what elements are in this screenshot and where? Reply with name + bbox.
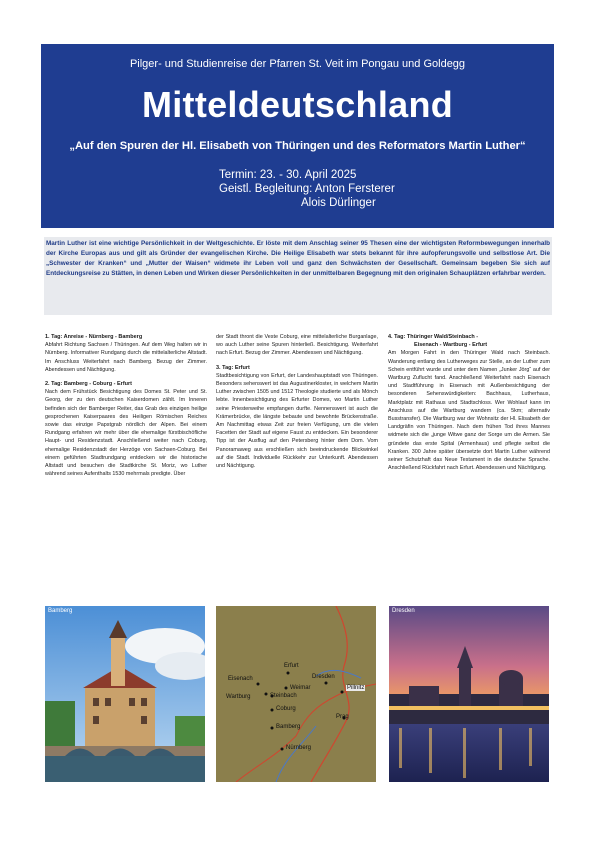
trip-subtitle: Pilger- und Studienreise der Pfarren St. Veit im Pongau und Goldegg xyxy=(129,58,466,70)
map-city-coburg: Coburg xyxy=(276,706,296,712)
intro-text: Martin Luther ist eine wichtige Persönlichkeit in der Weltgeschichte. Er löste mit dem Anschlag seiner 95 Thesen eine der wichtigsten Reformbewegungen innerhalb der Kirche Europas aus und gilt als Gründer der evangelischen Kirche. Die Heilige Elisabeth war stets bekannt für ihre aufopferungsvolle und selbstlose Art. Die „Schwester der Kranken“ und „Mutter der Waisen“ widmete ihr Leben voll und ganz den Schwächsten der Gesellschaft. Gemeinsam begeben Sie sich auf Entdeckungsreise zu Stätten, in denen Leben und Wirken dieser Persönlichkeiten in der unmittelbaren Begegnung mit den originalen Schauplätzen erfahrbar werden. xyxy=(44,237,552,315)
trip-dates xyxy=(219,168,395,210)
map-city-prag: Prag xyxy=(336,714,349,720)
day-2-text: Nach dem Frühstück Besichtigung des Domes St. Peter und St. Georg, der zu den deutschen Kaiserdomen zählt. Im Inneren befinden sich der Bamberger Reiter, das Grab des einzigen heilige gesprochenen Kaiserpaares des Heiligen Römischen Reiches sowie das einzige Papstgrab nördlich der Alpen. Bei einem Rundgang erfahren wir mehr über die ehemalige fürstbischöfliche Haupt- und Residenzstadt. Anschließend weiter nach Coburg, ehemalige Residenzstadt der Herzöge von Sachsen-Coburg. Bei einem geführten Stadtrundgang entdecken wir die historische Altstadt und besuchen die Stadtkirche St. Moriz, wo Luther während seines Aufenthalts 1530 mehrmals predigte. Über xyxy=(45,389,207,478)
map-city-erfurt: Erfurt xyxy=(284,663,299,669)
day-3-title: 3. Tag: Erfurt xyxy=(216,364,250,371)
page-title: Mitteldeutschland xyxy=(141,84,454,125)
day-4-title-line2: Eisenach - Wartburg - Erfurt xyxy=(414,342,488,349)
map-city-eisenach: Eisenach xyxy=(228,676,253,682)
trip-guide: Geistl. Begleitung: Anton Fersterer xyxy=(219,183,395,195)
day-3-text: Stadtbesichtigung von Erfurt, der Landeshauptstadt von Thüringen. Besonders sehenswert ist das Augustinerkloster, in welchem Martin Luther zwischen 1505 und 1512 Theologie studierte und als Mönch lebte. Innenbesichtigung des Erfurter Domes, wo Martin Luther seine Priesterweihe empfangen durfte. Nennenswert ist auch die Krämerbrücke, die längste bebaute und bewohnte Brückenstraße. Am Nachmittag etwas Zeit zur freien Verfügung, um die vielen Facetten der Stadt auf eigene Faust zu entdecken. Ein besonderer Tipp ist der Ausflug auf den Petersberg hinter dem Dom. Vom Panoramaweg aus erschließen sich beeindruckende Blickwinkel auf die Stadt. Individuelle Rückkehr zur Unterkunft. Abendessen und Nächtigung. xyxy=(216,372,378,470)
day-4-text: Am Morgen Fahrt in den Thüringer Wald nach Steinbach. Wanderung entlang des Lutherweges zur Stelle, an der Luther zum Schein entführt wurde und unter dem Namen „Junker Jörg“ auf der Wartburg Zuflucht fand. Anschließend Weiterfahrt nach Eisenach und Stadtführung in Eisenach mit Außenbesichtigung der besonderen Sehenswürdigkeiten: Bachhaus, Lutherhaus, Marktplatz mit Rathaus und Stadtschloss. Wer Wohlauf kann im Anschluss auf die Wartburg wandern (ca. 5km; alternativ Busstransfer). Die Wartburg war der Wohnsitz der Hl. Elisabeth der Landgräfin von Thüringen. Nach dem frühen Tod ihres Mannes widmete sich die „junge Witwe ganz der Sorge um die Armen. Sie gründete das erste Spital (Armenhaus) und pflegte selbst die Kranken. 300 Jahre später übersetzte dort Martin Luther während seiner Schutzhaft das Neue Testament in die deutsche Sprache. Anschließend Rückfahrt nach Erfurt. Abendessen und Nächtigung. xyxy=(388,350,550,472)
map-city-nuernberg: Nürnberg xyxy=(286,745,312,751)
map-city-pillnitz: Pillnitz xyxy=(347,685,365,691)
map-city-bamberg: Bamberg xyxy=(276,724,301,730)
bamberg-photo xyxy=(45,606,205,782)
bamberg-caption: Bamberg xyxy=(48,608,73,614)
route-map xyxy=(216,606,376,782)
day-1-title: 1. Tag: Anreise - Nürnberg - Bamberg xyxy=(45,334,143,340)
dresden-photo xyxy=(389,606,549,782)
header-banner xyxy=(41,44,554,228)
map-city-dresden: Dresden xyxy=(312,674,335,680)
trip-motto: „Auf den Spuren der Hl. Elisabeth von Thüringen und des Reformators Martin Luther“ xyxy=(69,140,526,152)
day-2-title: 2. Tag: Bamberg - Coburg - Erfurt xyxy=(45,381,132,388)
map-city-steinbach: Steinbach xyxy=(270,693,297,699)
map-city-weimar: Weimar xyxy=(290,685,311,691)
day-2-text-continued: der Stadt thront die Veste Coburg, eine mittelalterliche Burganlage, wo auch Luther seine Spuren hinterließ. Besichtigung. Weiterfahrt nach Erfurt. Bezug der Zimmer. Abendessen und Nächtigung. xyxy=(216,334,378,357)
itinerary-column-3 xyxy=(388,333,550,478)
day-4-title: 4. Tag: Thüringer Wald/Steinbach - xyxy=(388,334,479,340)
itinerary-column-1 xyxy=(45,333,207,484)
trip-termin: Termin: 23. - 30. April 2025 xyxy=(219,169,357,181)
map-city-wartburg: Wartburg xyxy=(226,694,251,700)
day-1-text: Abfahrt Richtung Sachsen / Thüringen. Auf dem Weg halten wir in Nürnberg. Informativer Rundgang durch die mittelalterliche Altstadt. Im Anschluss Weiterfahrt nach Bamberg. Bezug der Zimmer. Abendessen und Nächtigung. xyxy=(45,342,207,373)
dresden-caption: Dresden xyxy=(392,608,415,614)
itinerary-column-2 xyxy=(216,333,378,476)
trip-guide-2: Alois Dürlinger xyxy=(301,197,376,209)
